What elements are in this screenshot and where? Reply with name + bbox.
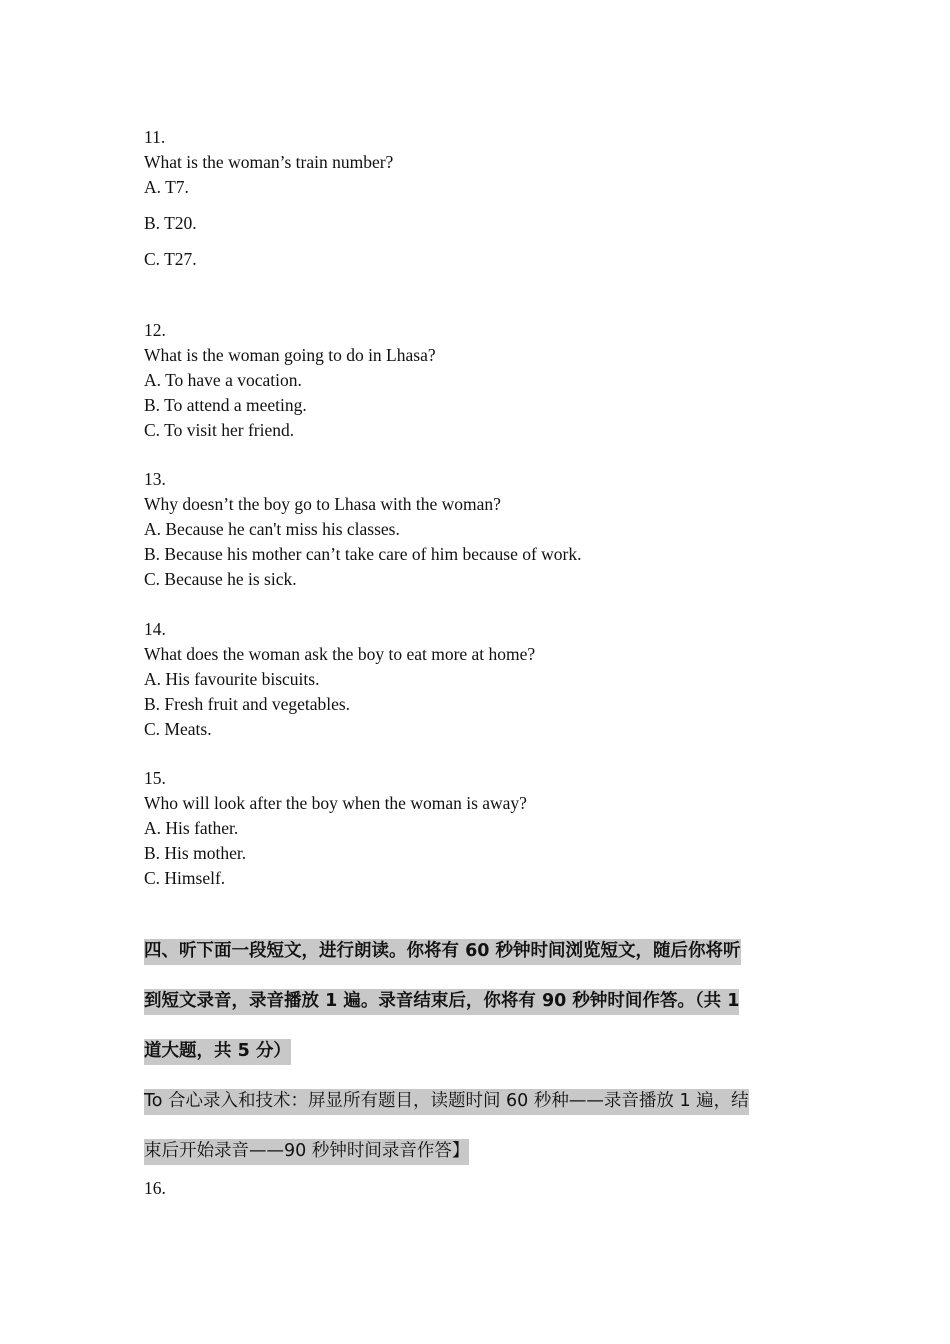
section-heading-line (144, 1026, 804, 1076)
question-16-number: 16. (144, 1178, 166, 1198)
option-c: C. To visit her friend. (144, 420, 295, 440)
option-c: C. Meats. (144, 719, 212, 739)
question-15 (144, 766, 844, 891)
option-b: B. His mother. (144, 843, 247, 863)
question-stem: Why doesn’t the boy go to Lhasa with the woman? (144, 494, 501, 514)
option-a: A. Because he can't miss his classes. (144, 519, 400, 539)
option-a: A. His favourite biscuits. (144, 669, 320, 689)
question-number: 12. (144, 320, 166, 340)
option-c: C. T27. (144, 249, 197, 269)
option-b: B. Because his mother can’t take care of him because of work. (144, 544, 582, 564)
highlighted-text: To 合心录入和技术：屏显所有题目，读题时间 60 秒种——录音播放 1 遍，结 (144, 1089, 749, 1115)
option-b: B. To attend a meeting. (144, 395, 307, 415)
highlighted-text: 四、听下面一段短文，进行朗读。你将有 60 秒钟时间浏览短文，随后你将听 (144, 939, 741, 965)
section-heading-line (144, 976, 804, 1026)
question-stem: What is the woman’s train number? (144, 152, 394, 172)
question-number: 14. (144, 619, 166, 639)
option-a: A. His father. (144, 818, 239, 838)
option-a: A. To have a vocation. (144, 370, 302, 390)
question-12 (144, 318, 844, 443)
question-number: 11. (144, 127, 166, 147)
question-14 (144, 617, 844, 742)
option-c: C. Because he is sick. (144, 569, 297, 589)
option-b: B. T20. (144, 213, 197, 233)
question-stem: What does the woman ask the boy to eat more at home? (144, 644, 536, 664)
highlighted-text: 束后开始录音——90 秒钟时间录音作答】 (144, 1139, 469, 1165)
question-11 (144, 125, 844, 272)
option-a: A. T7. (144, 177, 189, 197)
option-b: B. Fresh fruit and vegetables. (144, 694, 351, 714)
question-stem: Who will look after the boy when the woman is away? (144, 793, 527, 813)
question-number: 15. (144, 768, 166, 788)
highlighted-text: 道大题，共 5 分） (144, 1039, 291, 1065)
section-heading-line (144, 926, 804, 976)
section-note-line (144, 1076, 804, 1126)
option-c: C. Himself. (144, 868, 226, 888)
section-note-line (144, 1126, 804, 1176)
question-13 (144, 467, 844, 592)
section-4-heading (144, 926, 804, 1176)
question-number: 13. (144, 469, 166, 489)
highlighted-text: 到短文录音，录音播放 1 遍。录音结束后，你将有 90 秒钟时间作答。（共 1 (144, 989, 739, 1015)
question-stem: What is the woman going to do in Lhasa? (144, 345, 436, 365)
